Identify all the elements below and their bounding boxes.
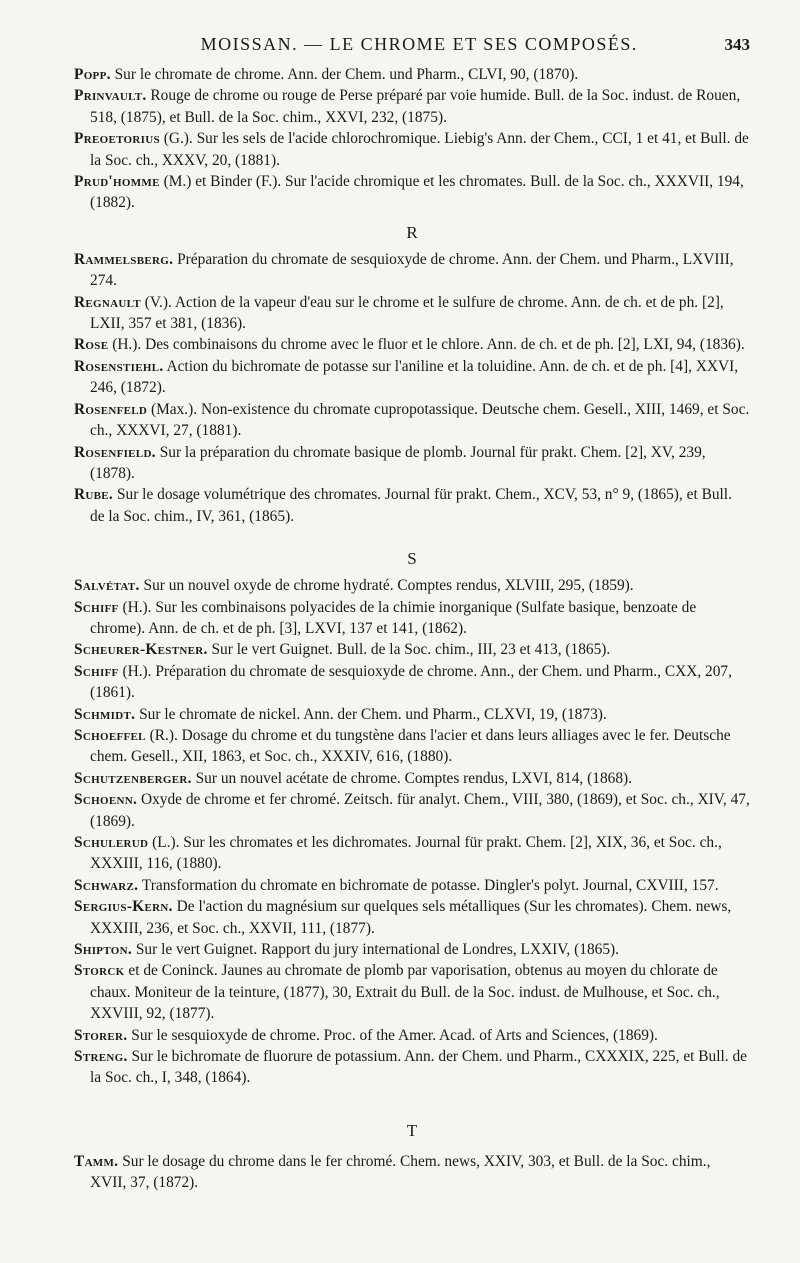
page-number: 343	[724, 35, 750, 54]
entry-text: Sur le chromate de chrome. Ann. der Chem. und Pharm., CLVI, 90, (1870).	[114, 66, 579, 83]
section-letter: T	[406, 1120, 418, 1140]
bibliography-entry	[74, 171, 750, 214]
entry-author: Rube.	[74, 486, 114, 504]
entry-text: Sur le vert Guignet. Rapport du jury international de Londres, LXXIV, (1865).	[135, 941, 620, 959]
bibliography-entry	[74, 292, 750, 335]
entry-author: Schiff	[74, 598, 119, 616]
entry-author: Schmidt.	[74, 705, 136, 723]
entry-author: Salvétat.	[74, 577, 140, 595]
entry-text: Action du bichromate de potasse sur l'aniline et la toluidine. Ann. de ch. et de ph. [4], XXVI, 246, (1872).	[90, 357, 739, 397]
bibliography-entry	[74, 704, 750, 725]
entry-author: Regnault	[74, 293, 141, 311]
bibliography-entry	[74, 1046, 750, 1089]
bibliography-entry	[74, 334, 750, 355]
entry-text: Sur un nouvel oxyde de chrome hydraté. Comptes rendus, XLVIII, 295, (1859).	[143, 577, 634, 595]
bibliography-entry	[74, 356, 750, 399]
bibliography-entry	[74, 64, 750, 85]
entry-text: (M.) et Binder (F.). Sur l'acide chromique et les chromates. Bull. de la Soc. ch., XXXVII, 194, (1882).	[90, 173, 744, 212]
entry-text: Oxyde de chrome et fer chromé. Zeitsch. für analyt. Chem., VIII, 380, (1869), et Soc. ch., XIV, 47, (1869).	[90, 791, 750, 830]
entry-text: (H.). Des combinaisons du chrome avec le fluor et le chlore. Ann. de ch. et de ph. [2], LXI, 94, (1836).	[112, 336, 745, 354]
bibliography-entry	[74, 442, 750, 485]
entry-text: Transformation du chromate en bichromate de potasse. Dingler's polyt. Journal, CXVIII, 157.	[141, 876, 719, 894]
entry-author: Streng.	[74, 1048, 128, 1066]
bibliography-entry	[74, 661, 750, 704]
bibliography-entry	[74, 939, 750, 960]
bibliography-entry	[74, 597, 750, 640]
entry-text: Sur le dosage volumétrique des chromates. Journal für prakt. Chem., XCV, 53, n° 9, (1865), et Bull. de la Soc. chim., IV, 361, (1865).	[90, 486, 732, 525]
entry-author: Prinvault.	[74, 87, 147, 105]
page-header	[74, 34, 750, 58]
entry-author: Rose	[74, 336, 109, 354]
bibliography-entry	[74, 575, 750, 596]
entry-text: (L.). Sur les chromates et les dichromates. Journal für prakt. Chem. [2], XIX, 36, et Soc. ch., XXXIII, 116, (1880).	[90, 834, 722, 873]
entry-text: et de Coninck. Jaunes au chromate de plomb par vaporisation, obtenus au moyen du chlorate de chaux. Moniteur de la teinture, (1877), 30, Extrait du Bull. de la Soc. indust. de Mulhouse, et Soc. ch., XXVIII, 92, (1877).	[90, 962, 720, 1023]
bibliography-entry	[74, 639, 750, 660]
bibliography-entry	[74, 1151, 750, 1194]
entry-text: (H.). Préparation du chromate de sesquioxyde de chrome. Ann., der Chem. und Pharm., CXX, 207, (1861).	[90, 662, 732, 702]
bibliography-entry	[74, 875, 750, 896]
entry-author: Scheurer-Kestner.	[74, 641, 208, 659]
bibliography-entry	[74, 832, 750, 875]
entry-text: Sur un nouvel acétate de chrome. Comptes rendus, LXVI, 814, (1868).	[195, 769, 633, 787]
entry-text: Sur le sesquioxyde de chrome. Proc. of the Amer. Acad. of Arts and Sciences, (1869).	[131, 1026, 658, 1044]
section-letter: S	[407, 549, 417, 569]
entry-author: Tamm.	[74, 1152, 119, 1170]
bibliography-entry	[74, 789, 750, 832]
bibliography-entry	[74, 85, 750, 128]
entry-text: (H.). Sur les combinaisons polyacides de la chimie inorganique (Sulfate basique, benzoate de chrome). Ann. de ch. et de ph. [3], LXVI, 137 et 141, (1862).	[90, 598, 697, 637]
entry-text: (R.). Dosage du chrome et du tungstène dans l'acier et dans leurs alliages avec le fer. Deutsche chem. Gesell., XII, 1863, et Soc. ch., XXXIV, 616, (1880).	[90, 726, 731, 766]
bibliography-entry	[74, 249, 750, 292]
entry-author: Schutzenberger.	[74, 769, 192, 787]
entry-text: (V.). Action de la vapeur d'eau sur le chrome et le sulfure de chrome. Ann. de ch. et de ph. [2], LXII, 357 et 381, (1836).	[90, 293, 724, 333]
bibliography-entry	[74, 484, 750, 527]
entry-text: Sur le vert Guignet. Bull. de la Soc. chim., III, 23 et 413, (1865).	[211, 641, 611, 659]
entry-text: Préparation du chromate de sesquioxyde de chrome. Ann. der Chem. und Pharm., LXVIII, 274.	[90, 250, 734, 290]
bibliography-section-s	[74, 549, 750, 1089]
bibliography-entry	[74, 960, 750, 1024]
entry-author: Storck	[74, 962, 125, 980]
entry-author: Rosenfield.	[74, 443, 156, 461]
entry-text: Sur le dosage du chrome dans le fer chromé. Chem. news, XXIV, 303, et Bull. de la Soc. chim., XVII, 37, (1872).	[90, 1152, 711, 1192]
entry-text: (Max.). Non-existence du chromate cupropotassique. Deutsche chem. Gesell., XIII, 1469, et Soc. ch., XXXVI, 27, (1881).	[90, 400, 750, 440]
bibliography-entry	[74, 399, 750, 442]
entry-author: Preoetorius	[74, 130, 160, 148]
entry-text: Sur le chromate de nickel. Ann. der Chem. und Pharm., CLXVI, 19, (1873).	[139, 705, 607, 723]
entry-author: Shipton.	[74, 941, 133, 959]
entry-author: Popp.	[74, 66, 111, 83]
entry-author: Prud'homme	[74, 173, 160, 191]
entry-author: Schwarz.	[74, 876, 139, 894]
bibliography-entry	[74, 725, 750, 768]
entry-text: (G.). Sur les sels de l'acide chlorochromique. Liebig's Ann. der Chem., CCI, 1 et 41, et Bull. de la Soc. ch., XXXV, 20, (1881).	[90, 130, 749, 169]
entry-text: Sur la préparation du chromate basique de plomb. Journal für prakt. Chem. [2], XV, 239, (1878).	[90, 443, 706, 482]
entry-author: Sergius-Kern.	[74, 898, 173, 916]
entry-text: Sur le bichromate de fluorure de potassium. Ann. der Chem. und Pharm., CXXXIX, 225, et Bull. de la Soc. ch., I, 348, (1864).	[90, 1048, 748, 1087]
bibliography-section-t	[74, 1121, 750, 1194]
entry-author: Rosenfeld	[74, 400, 148, 418]
entry-author: Schulerud	[74, 834, 149, 851]
bibliography-entry	[74, 128, 750, 171]
entry-author: Storer.	[74, 1026, 128, 1044]
entry-text: Rouge de chrome ou rouge de Perse préparé par voie humide. Bull. de la Soc. indust. de Rouen, 518, (1875), et Bull. de la Soc. chim., XXVI, 232, (1875).	[90, 87, 741, 126]
entry-author: Schoeffel	[74, 726, 146, 744]
bibliography-entry	[74, 768, 750, 789]
entry-author: Rosenstiehl.	[74, 357, 164, 375]
entry-author: Schoenn.	[74, 791, 138, 809]
entry-author: Rammelsberg.	[74, 250, 174, 268]
bibliography-entry	[74, 896, 750, 939]
bibliography-section-p	[74, 64, 750, 214]
section-letter: R	[406, 222, 418, 242]
entry-author: Schiff	[74, 662, 119, 680]
bibliography-entry	[74, 1025, 750, 1046]
bibliography-section-r	[74, 223, 750, 527]
entry-text: De l'action du magnésium sur quelques sels métalliques (Sur les chromates). Chem. news, XXXIII, 236, et Soc. ch., XXVII, 111, (1877).	[90, 898, 732, 937]
running-head: MOISSAN. — LE CHROME ET SES COMPOSÉS.	[200, 34, 638, 54]
